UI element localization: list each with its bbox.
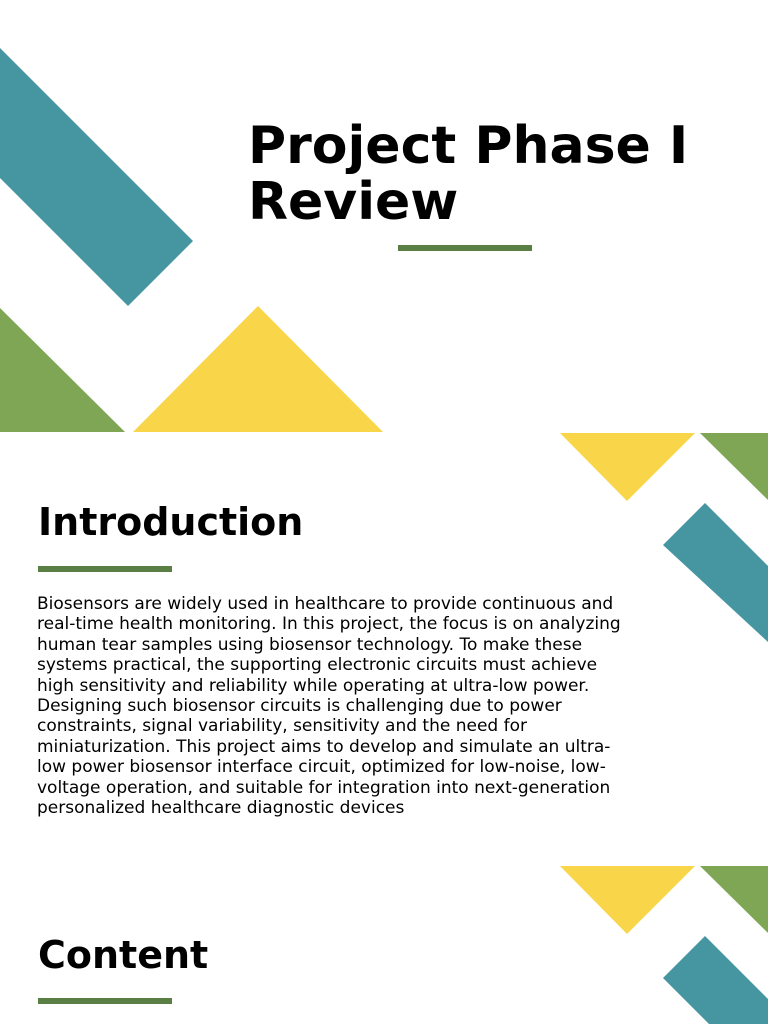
title-underline [398, 245, 532, 251]
green-triangle-mid-right [700, 433, 768, 500]
content-underline [38, 998, 172, 1004]
intro-line: low power biosensor interface circuit, optimized for low-noise, low- [37, 757, 606, 778]
green-triangle-bottom-right [700, 866, 768, 933]
page-title [248, 118, 748, 230]
content-heading: Content [38, 933, 209, 977]
yellow-triangle-bottom-right [560, 866, 695, 934]
introduction-body [37, 594, 697, 818]
title-line-2: Review [248, 172, 459, 232]
intro-line: high sensitivity and reliability while operating at ultra-low power. [37, 675, 590, 696]
teal-band-bottom-right [663, 936, 768, 1024]
introduction-underline [38, 566, 172, 572]
intro-line: Designing such biosensor circuits is challenging due to power [37, 696, 562, 717]
intro-line: Biosensors are widely used in healthcare to provide continuous and [37, 594, 614, 614]
intro-line: personalized healthcare diagnostic devices [37, 798, 405, 819]
introduction-heading: Introduction [38, 500, 304, 544]
intro-line: voltage operation, and suitable for integration into next-generation [37, 777, 611, 798]
yellow-triangle-mid-right [560, 433, 695, 501]
yellow-triangle-top [133, 306, 383, 432]
intro-line: miniaturization. This project aims to develop and simulate an ultra- [37, 736, 611, 757]
intro-line: systems practical, the supporting electronic circuits must achieve [37, 655, 598, 676]
intro-line: human tear samples using biosensor technology. To make these [37, 634, 583, 655]
title-line-1: Project Phase I [248, 116, 689, 176]
green-triangle-left [0, 308, 125, 432]
intro-line: real-time health monitoring. In this project, the focus is on analyzing [37, 614, 621, 635]
teal-band-top-left [0, 48, 193, 306]
intro-line: constraints, signal variability, sensitivity and the need for [37, 716, 527, 737]
